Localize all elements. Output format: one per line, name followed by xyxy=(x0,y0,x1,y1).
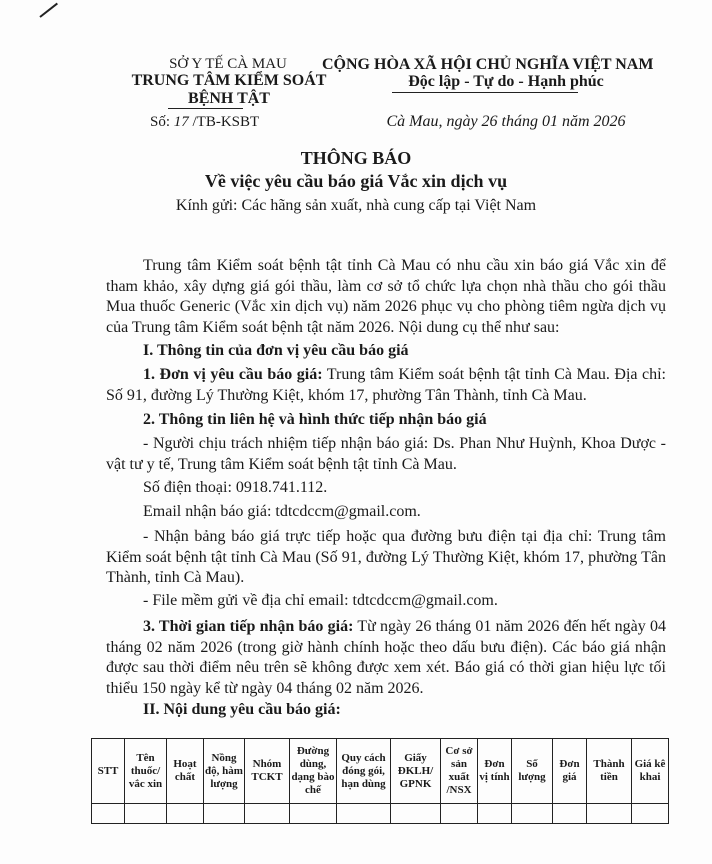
col-declared-price: Giá kê khai xyxy=(632,739,669,804)
intro-paragraph xyxy=(106,256,666,338)
item3-paragraph xyxy=(106,617,666,699)
col-technical-group: Nhóm TCKT xyxy=(245,739,290,804)
table-cell xyxy=(632,804,669,824)
item3-text: Từ ngày 26 tháng 01 năm 2026 đến hết ngày 04 tháng 02 năm 2026 (trong giờ hành chính hoặc theo dấu bưu điện). Các báo giá nhận được sau thời điểm nêu trên sẽ không được xem xét. Báo giá có thời gian hiệu lực tối thiểu 150 ngày kể từ ngày 04 tháng 02 năm 2026. xyxy=(106,618,666,697)
contact-person-paragraph xyxy=(106,434,666,475)
document-subtitle: Về việc yêu cầu báo giá Vắc xin dịch vụ xyxy=(204,171,508,191)
pen-mark xyxy=(39,3,58,18)
motto: Độc lập - Tự do - Hạnh phúc xyxy=(408,73,604,90)
item1-label: 1. Đơn vị yêu cầu báo giá: xyxy=(143,366,323,383)
agency-parent: SỞ Y TẾ CÀ MAU xyxy=(169,56,287,72)
col-quantity: Số lượng xyxy=(512,739,553,804)
col-unit-price: Đơn giá xyxy=(553,739,587,804)
table-cell xyxy=(512,804,553,824)
table-cell xyxy=(478,804,512,824)
table-cell xyxy=(587,804,632,824)
col-concentration: Nồng độ, hàm lượng xyxy=(204,739,245,804)
col-total: Thành tiền xyxy=(587,739,632,804)
table-cell xyxy=(167,804,204,824)
table-cell xyxy=(290,804,337,824)
col-drug-name: Tên thuốc/ vắc xin xyxy=(125,739,167,804)
item2-heading: 2. Thông tin liên hệ và hình thức tiếp nhận báo giá xyxy=(143,411,487,428)
table-cell xyxy=(92,804,125,824)
postal-paragraph xyxy=(106,527,666,589)
email-line: Email nhận báo giá: tdtcdccm@gmail.com. xyxy=(143,503,421,520)
table-cell xyxy=(553,804,587,824)
nation-heading: CỘNG HÒA XÃ HỘI CHỦ NGHĨA VIỆT NAM xyxy=(322,56,654,73)
doc-number-suffix: /TB-KSBT xyxy=(192,114,260,130)
table-cell xyxy=(441,804,478,824)
document-title: THÔNG BÁO xyxy=(300,148,412,168)
table-cell xyxy=(204,804,245,824)
intro-text: Trung tâm Kiểm soát bệnh tật tỉnh Cà Mau có nhu cầu xin báo giá Vắc xin để tham khảo, xây dựng giá gói thầu, làm cơ sở tổ chức lựa chọn nhà thầu cho gói thầu Mua thuốc Generic (Vắc xin dịch vụ) năm 2026 phục vụ cho phòng tiêm ngừa dịch vụ của Trung tâm Kiểm soát bệnh tật năm 2026. Nội dung cụ thể như sau: xyxy=(106,257,666,336)
table-cell xyxy=(391,804,441,824)
table-header-row xyxy=(92,739,669,804)
section1-heading: I. Thông tin của đơn vị yêu cầu báo giá xyxy=(143,342,409,359)
table-cell xyxy=(245,804,290,824)
col-unit: Đơn vị tính xyxy=(478,739,512,804)
col-stt: STT xyxy=(92,739,125,804)
agency-name-line2: BỆNH TẬT xyxy=(188,90,270,107)
col-manufacturer: Cơ sở sản xuất /NSX xyxy=(441,739,478,804)
postal-text: - Nhận bảng báo giá trực tiếp hoặc qua đường bưu điện tại địa chỉ: Trung tâm Kiểm soát bệnh tật tỉnh Cà Mau (Số 91, đường Lý Thường Kiệt, khóm 17, phường Tân Thành, tỉnh Cà Mau). xyxy=(106,528,666,586)
contact-person-text: - Người chịu trách nhiệm tiếp nhận báo giá: Ds. Phan Như Huỳnh, Khoa Dược - vật tư y tế, Trung tâm Kiểm soát bệnh tật tỉnh Cà Mau. xyxy=(106,435,666,473)
item1-text: Trung tâm Kiểm soát bệnh tật tỉnh Cà Mau. Địa chỉ: Số 91, đường Lý Thường Kiệt, khóm 17, phường Tân Thành, tỉnh Cà Mau. xyxy=(106,366,666,404)
table-cell xyxy=(337,804,391,824)
item3-label: 3. Thời gian tiếp nhận báo giá: xyxy=(143,618,354,635)
document-number xyxy=(150,114,259,131)
recipient-line: Kính gửi: Các hãng sản xuất, nhà cung cấp tại Việt Nam xyxy=(175,197,537,214)
table-cell xyxy=(125,804,167,824)
section2-heading: II. Nội dung yêu cầu báo giá: xyxy=(143,701,341,718)
doc-number-prefix: Số: xyxy=(150,114,171,130)
motto-underline xyxy=(392,92,578,93)
table-row xyxy=(92,804,669,824)
phone-line: Số điện thoại: 0918.741.112. xyxy=(143,479,328,496)
doc-number-handwritten: 17 xyxy=(173,114,189,130)
quote-request-table xyxy=(91,738,669,824)
agency-name-line1: TRUNG TÂM KIỂM SOÁT xyxy=(131,72,327,89)
col-active-ingredient: Hoạt chất xyxy=(167,739,204,804)
place-date: Cà Mau, ngày 26 tháng 01 năm 2026 xyxy=(386,113,626,130)
col-registration: Giấy ĐKLH/ GPNK xyxy=(391,739,441,804)
softfile-line: - File mềm gửi về địa chỉ email: tdtcdccm@gmail.com. xyxy=(143,592,498,609)
item1-paragraph xyxy=(106,365,666,406)
col-route-dosage-form: Đường dùng, dạng bào chế xyxy=(290,739,337,804)
agency-underline xyxy=(168,108,243,109)
col-packaging-expiry: Quy cách đóng gói, hạn dùng xyxy=(337,739,391,804)
